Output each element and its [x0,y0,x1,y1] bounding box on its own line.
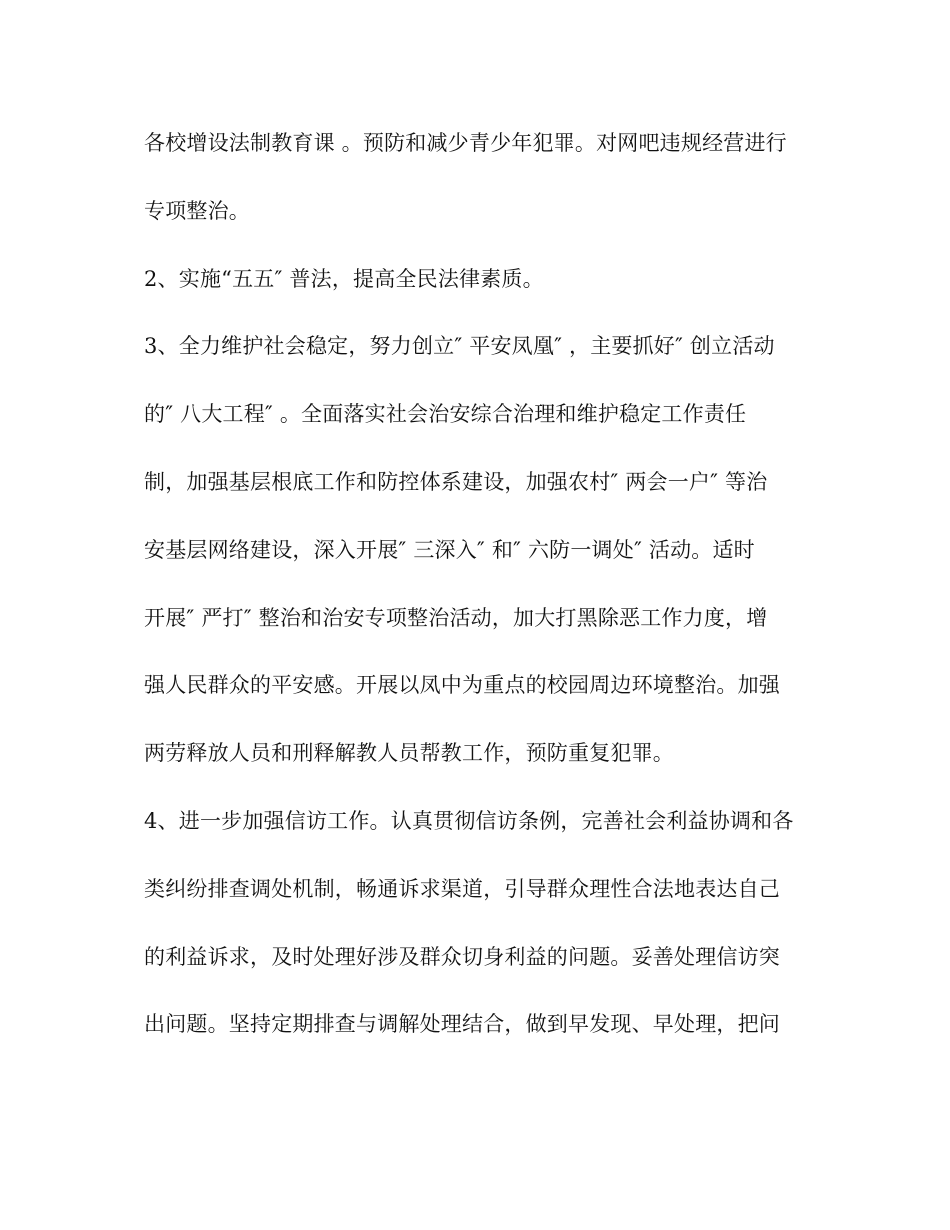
text-line: 的″ 八大工程″ 。全面落实社会治安综合治理和维护稳定工作责任 [144,402,747,427]
text-line: 3、全力维护社会稳定，努力创立″ 平安凤凰″ ，主要抓好″ 创立活动 [144,334,775,359]
text-line: 4、进一步加强信访工作。认真贯彻信访条例，完善社会利益协调和各 [144,808,794,833]
text-line: 两劳释放人员和刑释解教人员帮教工作，预防重复犯罪。 [144,741,674,766]
text-line: 强人民群众的平安感。开展以凤中为重点的校园周边环境整治。加强 [144,673,780,698]
text-line: 安基层网络建设，深入开展″ 三深入″ 和″ 六防一调处″ 活动。适时 [144,537,755,562]
text-line: 专项整治。 [144,198,250,223]
text-line: 2、实施“五五″ 普法，提高全民法律素质。 [144,266,544,291]
text-line: 开展″ 严打″ 整治和治安专项整治活动，加大打黑除恶工作力度，增 [144,605,768,630]
text-line: 的利益诉求，及时处理好涉及群众切身利益的问题。妥善处理信访突 [144,944,780,969]
text-line: 类纠纷排查调处机制，畅通诉求渠道，引导群众理性合法地表达自己 [144,876,780,901]
text-line: 出问题。坚持定期排查与调解处理结合，做到早发现、早处理，把问 [144,1012,780,1037]
text-line: 制，加强基层根底工作和防控体系建设，加强农村″ 两会一户″ 等治 [144,469,768,494]
text-line: 各校增设法制教育课 。预防和减少青少年犯罪。对网吧违规经营进行 [144,131,787,155]
body-text [144,118,824,1067]
